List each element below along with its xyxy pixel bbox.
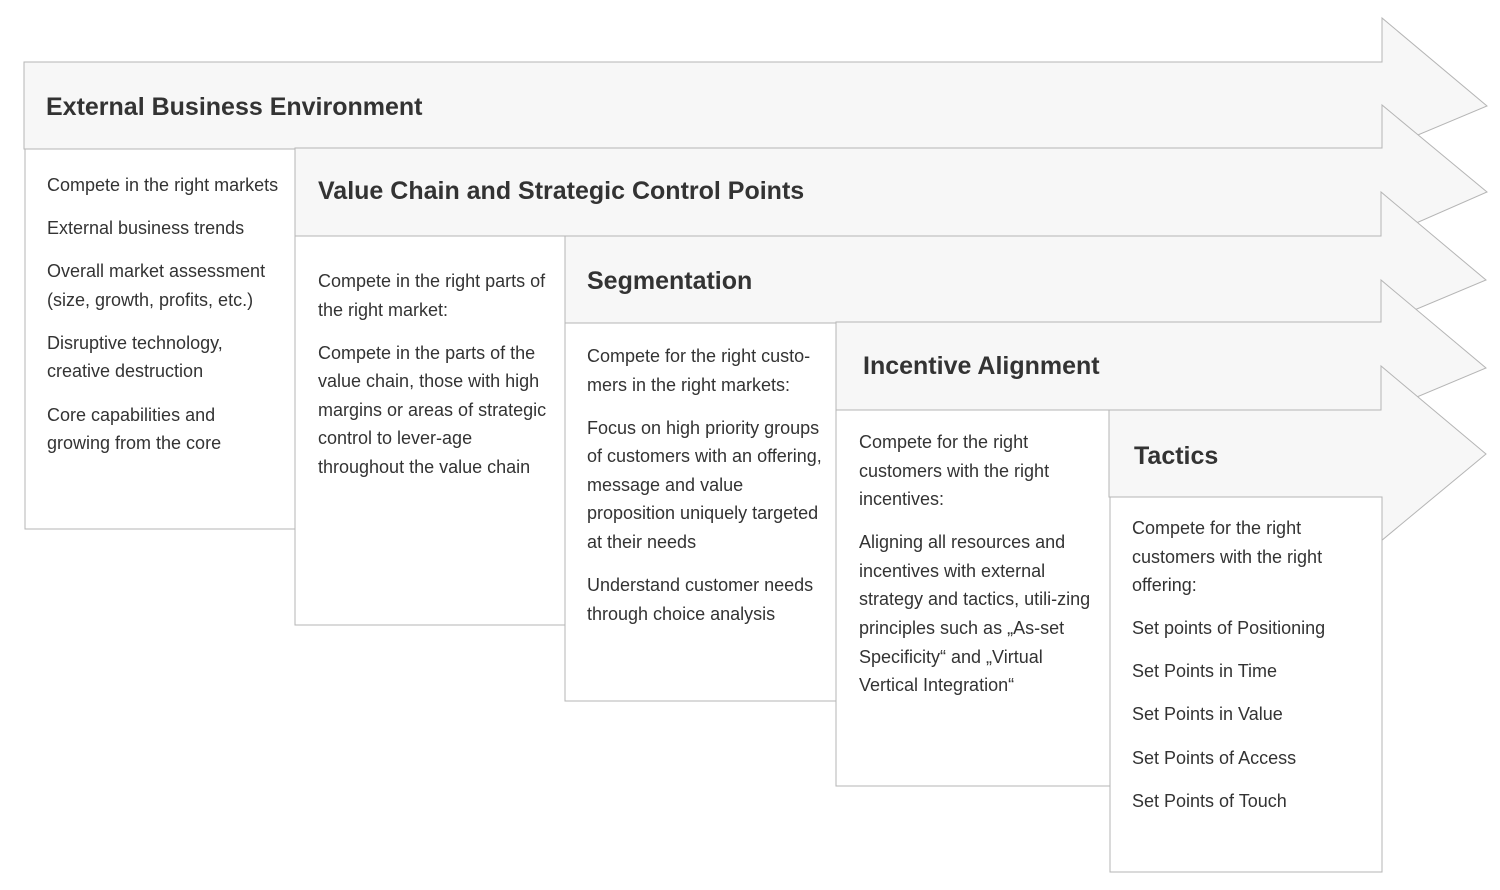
stage-4-text: Aligning all resources and incentives with external strategy and tactics, utili-zing principles such as „As-set Specificity“ and „Virtual Vertical Integration“ bbox=[859, 532, 1091, 696]
stage-title-external-business-environment: External Business Environment bbox=[46, 93, 423, 121]
stage-body-tactics bbox=[1132, 514, 1372, 830]
stage-1-text: Core capabilities and growing from the core bbox=[47, 404, 222, 454]
stage-5-text: Set Points of Access bbox=[1132, 747, 1297, 768]
stage-3-text: Focus on high priority groups of customers with an offering, message and value proposition uniquely targeted at their needs bbox=[587, 417, 822, 553]
stage-3-text: Understand customer needs through choice analysis bbox=[587, 575, 814, 624]
stage-1-text: Disruptive technology, creative destruction bbox=[47, 332, 223, 382]
stage-4-text: Compete for the right customers with the right incentives: bbox=[859, 432, 1050, 510]
stage-body-external-business-environment bbox=[47, 171, 283, 472]
stage-1-text: Overall market assessment (size, growth, profits, etc.) bbox=[47, 261, 266, 310]
stage-1-text: Compete in the right markets bbox=[47, 175, 279, 195]
stage-5-text: Set points of Positioning bbox=[1132, 618, 1326, 639]
stage-2-text: Compete in the parts of the value chain, those with high margins or areas of strategic control to lever-age throughout the value chain bbox=[318, 342, 547, 478]
stage-3-text: Compete for the right custo-mers in the right markets: bbox=[587, 346, 811, 395]
stage-5-text: Compete for the right customers with the right offering: bbox=[1132, 518, 1323, 596]
stage-5-text: Set Points in Value bbox=[1132, 704, 1283, 725]
stage-body-incentive-alignment bbox=[859, 428, 1095, 714]
stage-title-value-chain: Value Chain and Strategic Control Points bbox=[318, 177, 805, 205]
stage-title-incentive-alignment: Incentive Alignment bbox=[863, 352, 1100, 380]
stage-arrow-1 bbox=[24, 18, 1487, 150]
stage-1-text: External business trends bbox=[47, 218, 245, 239]
stage-title-segmentation: Segmentation bbox=[587, 267, 753, 295]
stage-body-segmentation bbox=[587, 342, 827, 643]
stage-body-value-chain bbox=[318, 267, 550, 496]
stage-title-tactics: Tactics bbox=[1134, 442, 1219, 470]
stage-5-text: Set Points of Touch bbox=[1132, 790, 1287, 811]
stage-5-text: Set Points in Time bbox=[1132, 661, 1278, 682]
stage-2-text: Compete in the right parts of the right market: bbox=[318, 271, 546, 320]
